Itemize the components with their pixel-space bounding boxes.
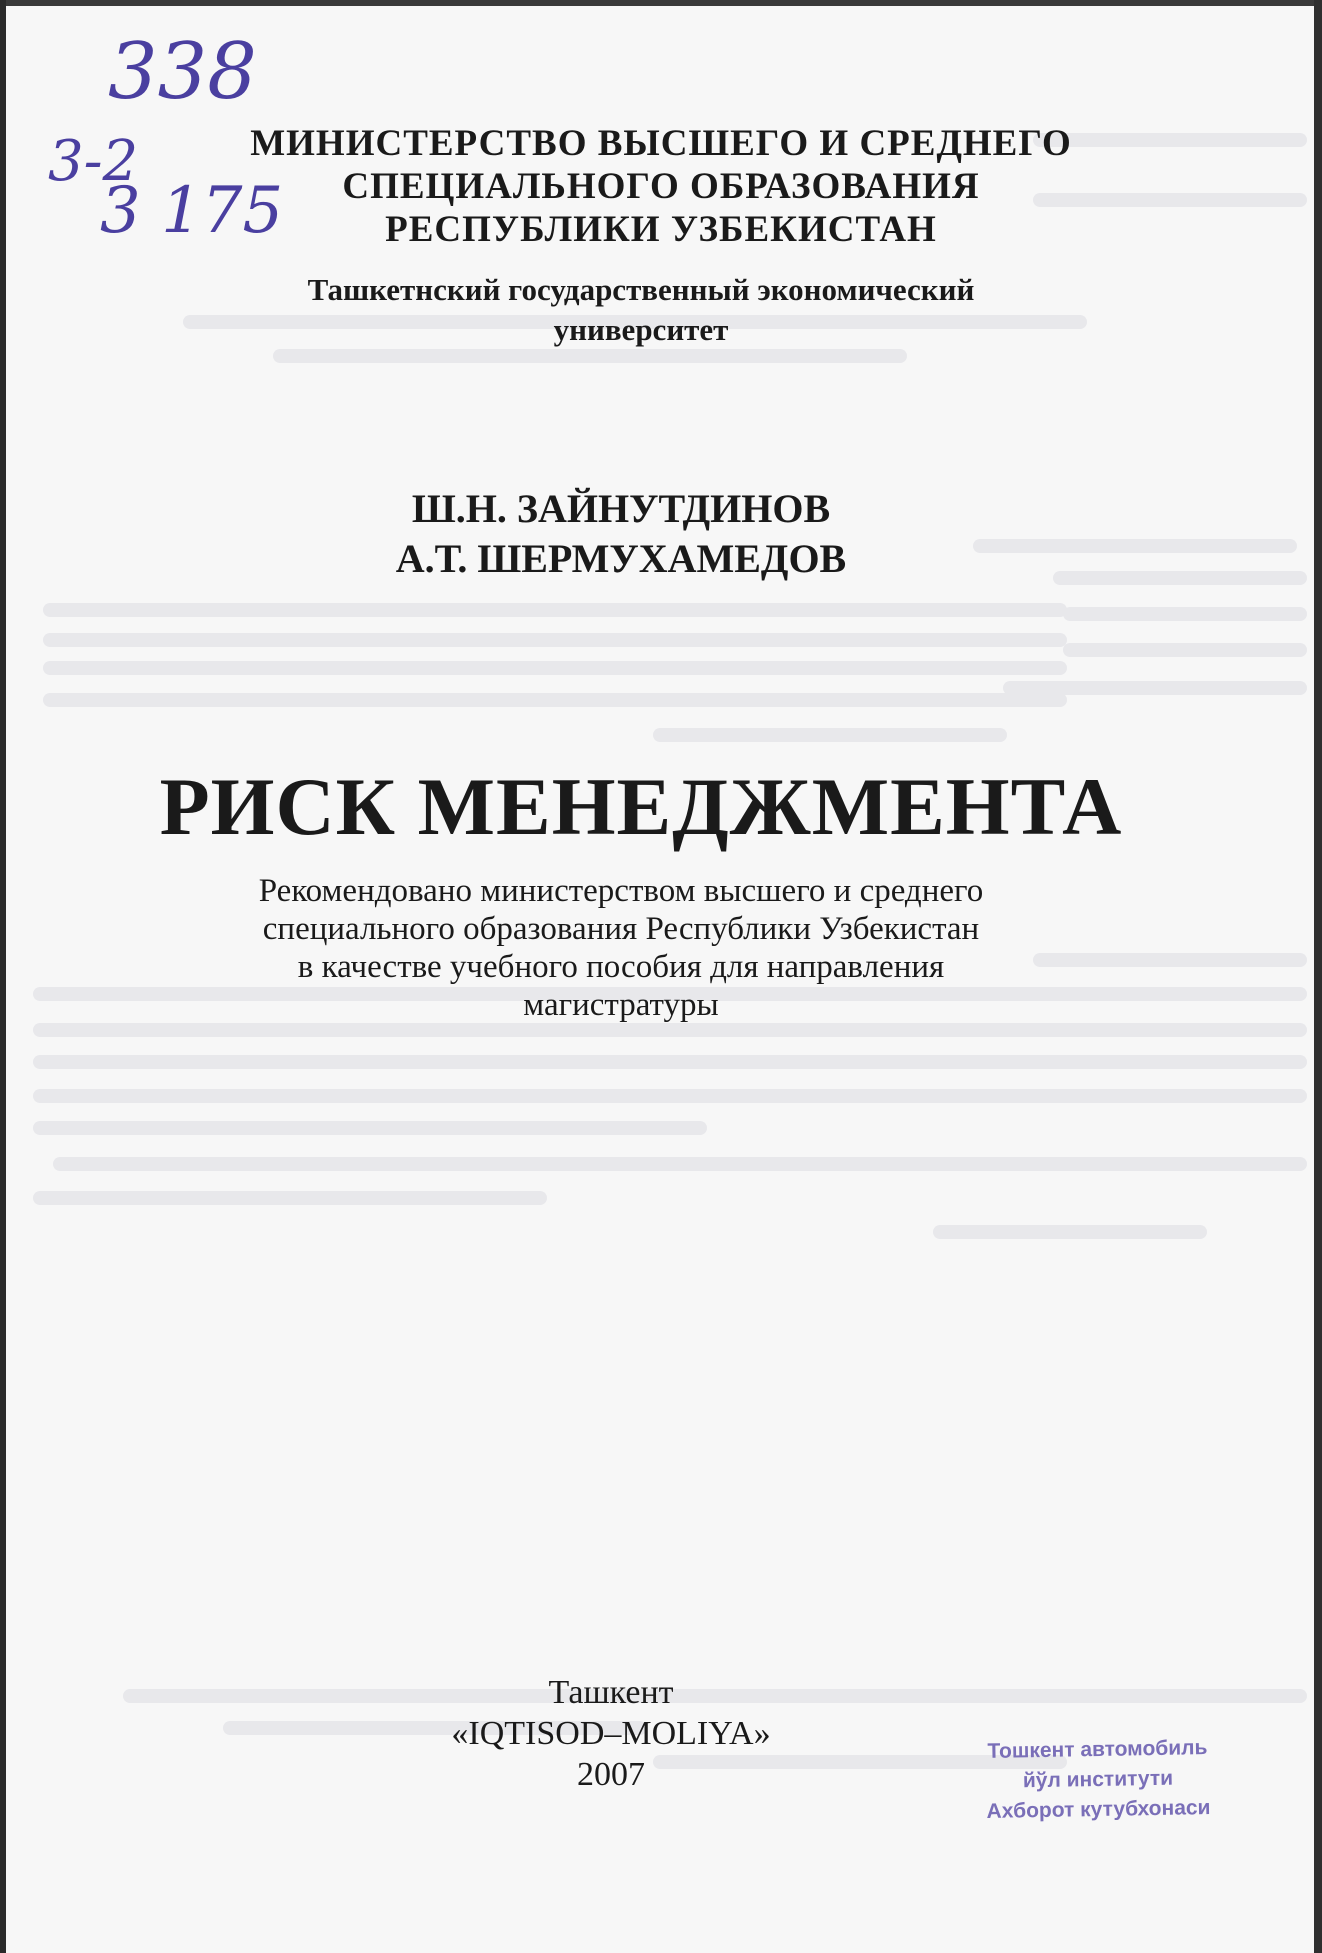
university-line-2: университет (553, 312, 729, 347)
stamp-line-3: Ахборот кутубхонаси (986, 1796, 1211, 1823)
imprint-year: 2007 (577, 1756, 645, 1793)
ministry-line-1: МИНИСТЕРСТВО ВЫСШЕГО И СРЕДНЕГО (250, 123, 1072, 164)
ministry-line-2: СПЕЦИАЛЬНОГО ОБРАЗОВАНИЯ (342, 166, 980, 207)
ministry-header (0, 122, 1322, 251)
imprint-city: Ташкент (548, 1674, 674, 1711)
recommendation-line-2: специального образования Республики Узбекистан (262, 911, 980, 947)
handwritten-code-line1: 3-2 (48, 129, 139, 194)
handwritten-number: 338 (108, 27, 257, 117)
author-2: А.Т. ШЕРМУХАМЕДОВ (395, 536, 847, 581)
recommendation-text (0, 872, 1282, 1024)
handwritten-code-line2: 3 175 (100, 174, 284, 248)
stamp-line-1: Тошкент автомобиль (987, 1736, 1208, 1763)
recommendation-line-1: Рекомендовано министерством высшего и среднего (258, 873, 984, 909)
book-title: РИСК МЕНЕДЖМЕНТА (159, 761, 1123, 852)
ministry-line-3: РЕСПУБЛИКИ УЗБЕКИСТАН (385, 209, 937, 250)
authors-block (0, 484, 1282, 584)
library-stamp (957, 1733, 1239, 1828)
university-name (0, 270, 1302, 350)
imprint-publisher: «IQTISOD–MOLIYA» (451, 1715, 771, 1752)
stamp-line-2: йўл институти (1022, 1766, 1174, 1793)
author-1: Ш.Н. ЗАЙНУТДИНОВ (411, 486, 831, 531)
university-line-1: Ташкетнский государственный экономический (307, 272, 975, 307)
recommendation-line-4: магистратуры (523, 987, 719, 1023)
recommendation-line-3: в качестве учебного пособия для направления (297, 949, 945, 985)
